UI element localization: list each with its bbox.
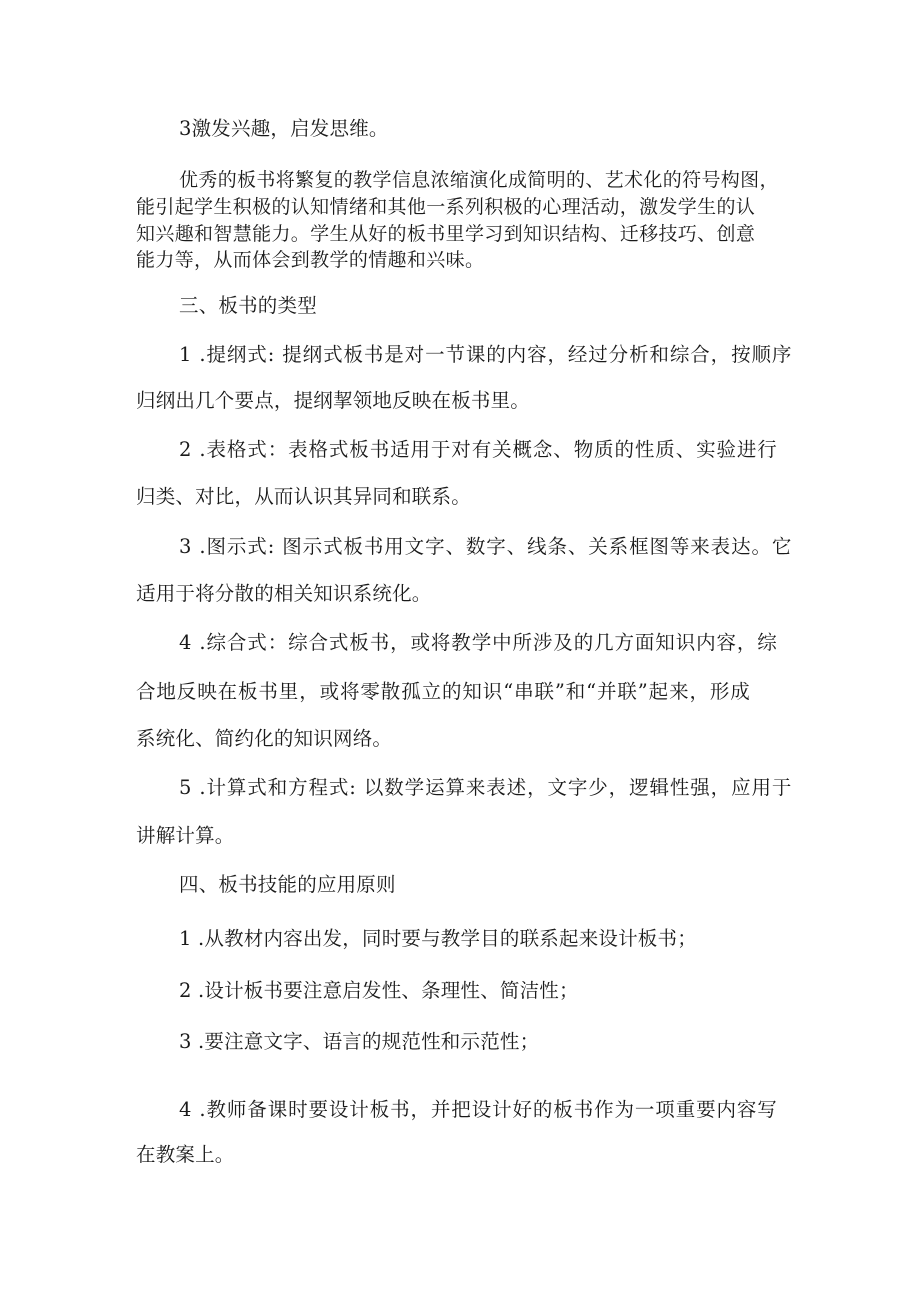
- section-heading-types: 三、板书的类型: [179, 294, 317, 317]
- type-item-line: 讲解计算。: [136, 824, 235, 847]
- paragraph-line: 能力等，从而体会到教学的情趣和兴味。: [136, 249, 485, 271]
- paragraph-line: 知兴趣和智慧能力。学生从好的板书里学习到知识结构、迁移技巧、创意: [136, 223, 756, 245]
- type-item-line: 5 .计算式和方程式: 以数学运算来表述，文字少，逻辑性强，应用于: [179, 776, 793, 799]
- principle-item: 4 .教师备课时要设计板书，并把设计好的板书作为一项重要内容写: [179, 1098, 778, 1121]
- type-item-line: 2 .表格式：表格式板书适用于对有关概念、物质的性质、实验进行: [179, 438, 778, 461]
- type-item-line: 系统化、简约化的知识网络。: [136, 727, 393, 750]
- section-heading-principles: 四、板书技能的应用原则: [179, 873, 396, 896]
- type-item-line: 3 .图示式: 图示式板书用文字、数字、线条、关系框图等来表达。它: [179, 535, 793, 558]
- paragraph-line: 能引起学生积极的认知情绪和其他一系列积极的心理活动，激发学生的认: [136, 196, 756, 218]
- type-item-line: 1 .提纲式: 提纲式板书是对一节课的内容，经过分析和综合，按顺序: [179, 343, 793, 366]
- type-item-line: 合地反映在板书里，或将零散孤立的知识“串联”和“并联”起来，形成: [136, 680, 751, 703]
- type-item-line: 4 .综合式：综合式板书，或将教学中所涉及的几方面知识内容，综: [179, 631, 778, 654]
- principle-item: 在教案上。: [136, 1143, 235, 1166]
- type-item-line: 归类、对比，从而认识其异同和联系。: [136, 485, 471, 508]
- type-item-line: 归纲出几个要点，提纲挈领地反映在板书里。: [136, 389, 531, 412]
- type-item-line: 适用于将分散的相关知识系统化。: [136, 582, 432, 605]
- principle-item: 2 .设计板书要注意启发性、条理性、简洁性；: [179, 979, 579, 1002]
- paragraph-line: 优秀的板书将繁复的教学信息浓缩演化成简明的、艺术化的符号构图，: [179, 169, 779, 191]
- principle-item: 1 .从教材内容出发，同时要与教学目的联系起来设计板书；: [179, 927, 697, 950]
- principle-item: 3 .要注意文字、语言的规范性和示范性；: [179, 1030, 540, 1053]
- section-heading-interest: 3激发兴趣，启发思维。: [179, 117, 389, 140]
